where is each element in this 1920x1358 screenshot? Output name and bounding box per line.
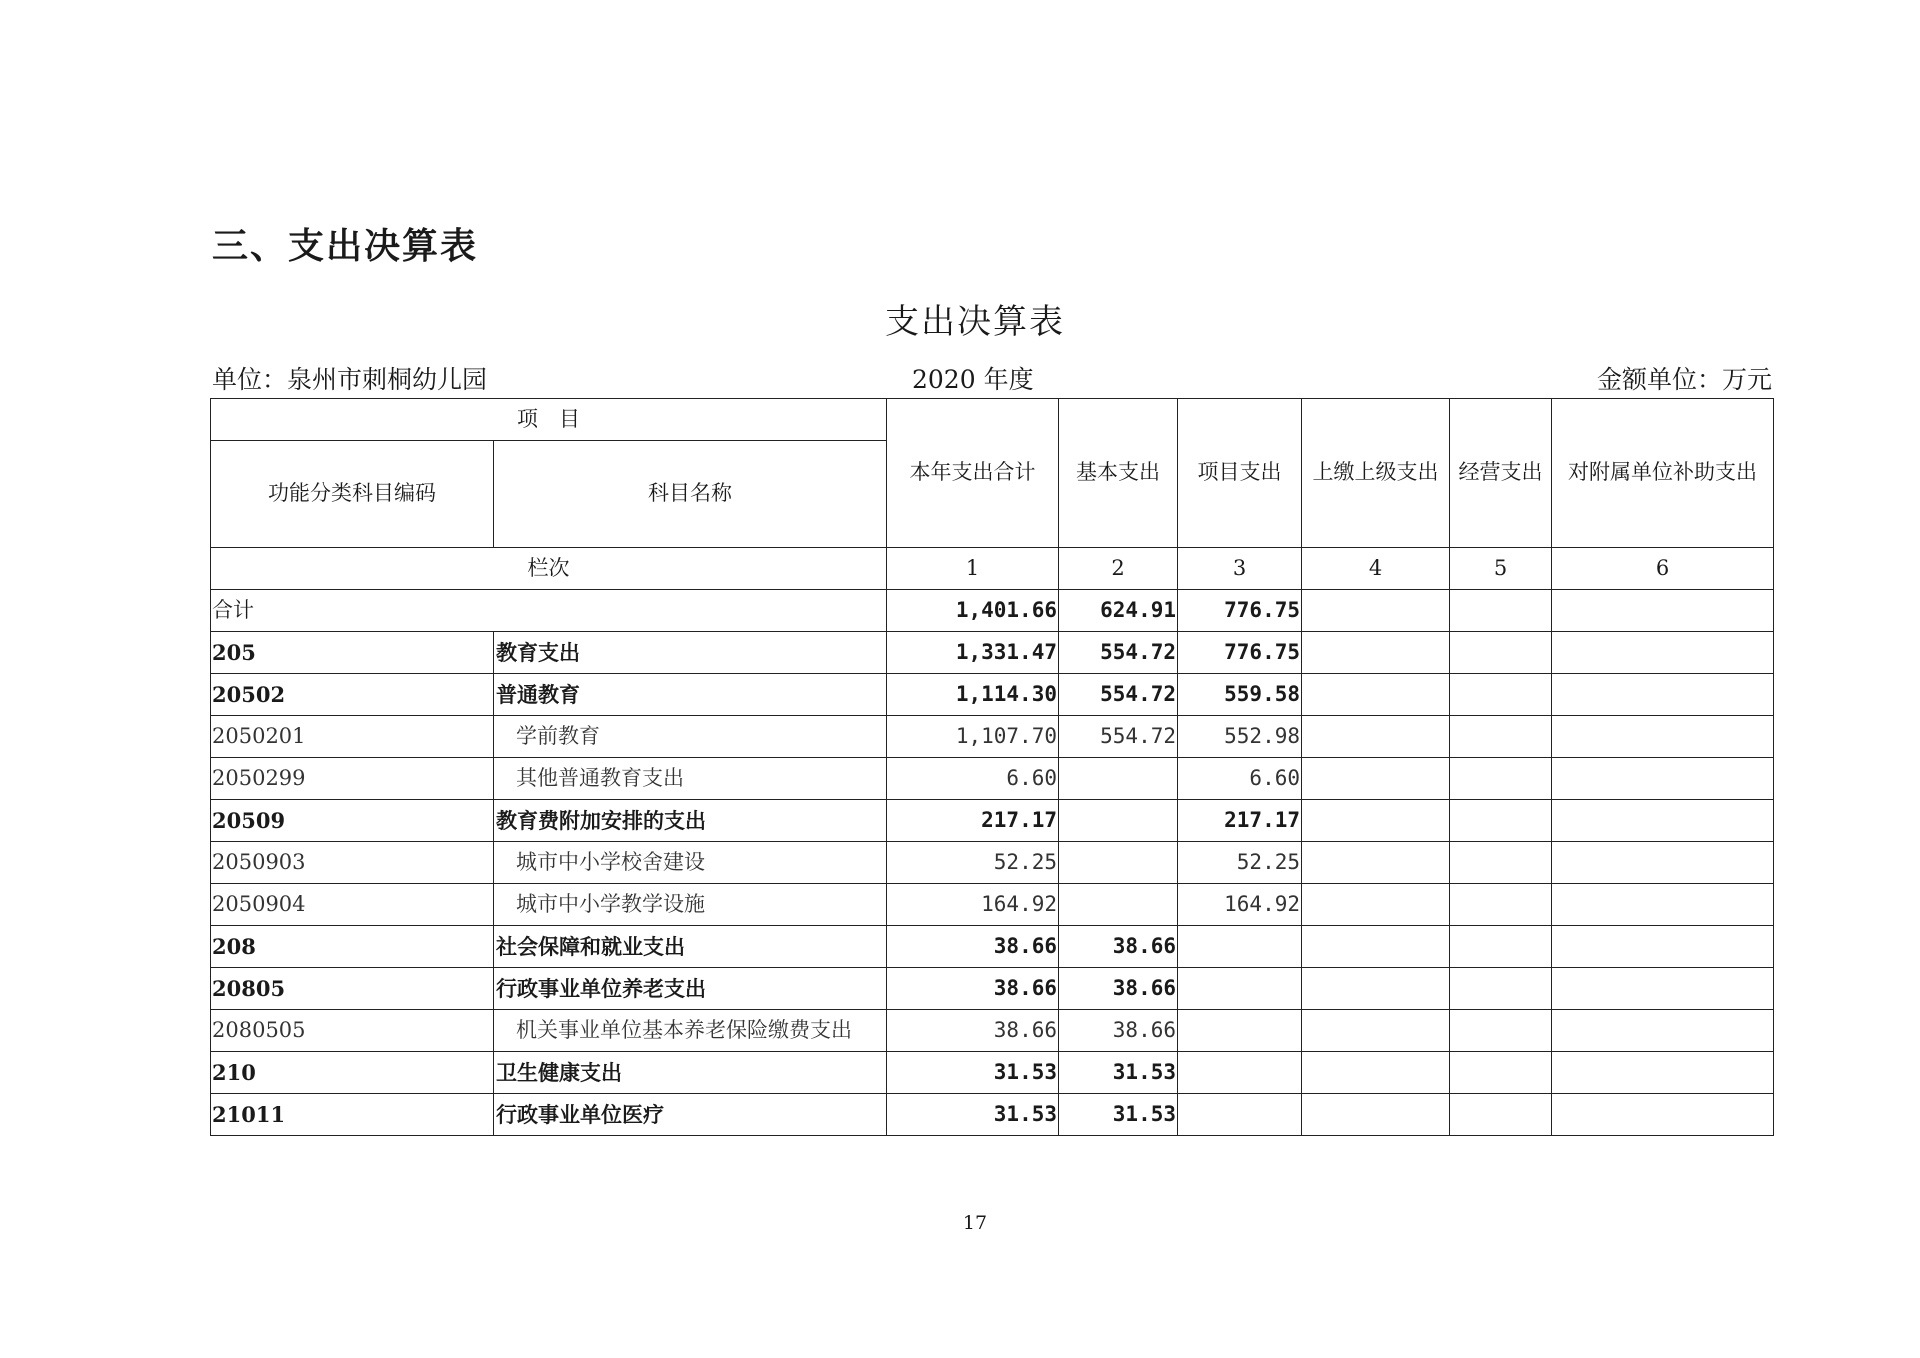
subject-code: 20509 — [211, 800, 494, 842]
table-row — [211, 716, 1774, 758]
amount-cell — [1450, 1094, 1552, 1136]
amount-cell: 6.60 — [1178, 758, 1302, 800]
amount-cell — [1450, 716, 1552, 758]
amount-cell — [1552, 800, 1774, 842]
subject-name: 其他普通教育支出 — [494, 758, 887, 800]
amount-cell — [1450, 632, 1552, 674]
subject-code: 2050299 — [211, 758, 494, 800]
amount-cell — [1552, 1094, 1774, 1136]
amount-cell — [1552, 632, 1774, 674]
amount-cell: 1,107.70 — [887, 716, 1059, 758]
amount-cell — [1059, 758, 1178, 800]
amount-cell — [1450, 842, 1552, 884]
section-title: 三、支出决算表 — [212, 226, 479, 267]
table-row — [211, 1094, 1774, 1136]
amount-cell — [1552, 758, 1774, 800]
subject-code: 20502 — [211, 674, 494, 716]
amount-cell — [1450, 758, 1552, 800]
table-row — [211, 758, 1774, 800]
subject-name: 机关事业单位基本养老保险缴费支出 — [494, 1010, 887, 1052]
subject-name: 行政事业单位养老支出 — [494, 968, 887, 1010]
amount-cell — [1302, 842, 1450, 884]
subject-name: 教育费附加安排的支出 — [494, 800, 887, 842]
amount-cell: 31.53 — [887, 1052, 1059, 1094]
col-num-5: 5 — [1450, 548, 1552, 590]
subject-code: 20805 — [211, 968, 494, 1010]
amount-cell: 1,114.30 — [887, 674, 1059, 716]
amount-cell: 1,331.47 — [887, 632, 1059, 674]
table-row — [211, 926, 1774, 968]
subject-name: 教育支出 — [494, 632, 887, 674]
amount-cell — [1302, 1052, 1450, 1094]
amount-cell: 38.66 — [1059, 926, 1178, 968]
amount-cell — [1450, 968, 1552, 1010]
amount-cell: 554.72 — [1059, 632, 1178, 674]
amount-cell: 38.66 — [1059, 1010, 1178, 1052]
amount-cell — [1450, 926, 1552, 968]
amount-cell — [1450, 800, 1552, 842]
col-num-4: 4 — [1302, 548, 1450, 590]
header-col-6: 对附属单位补助支出 — [1552, 399, 1774, 548]
amount-cell: 554.72 — [1059, 674, 1178, 716]
table-row — [211, 968, 1774, 1010]
amount-cell: 217.17 — [887, 800, 1059, 842]
header-col-1: 本年支出合计 — [887, 399, 1059, 548]
amount-cell — [1178, 926, 1302, 968]
amount-cell: 776.75 — [1178, 590, 1302, 632]
subject-code: 208 — [211, 926, 494, 968]
amount-cell — [1552, 1010, 1774, 1052]
amount-cell — [1302, 674, 1450, 716]
amount-cell: 31.53 — [1059, 1094, 1178, 1136]
amount-cell — [1552, 716, 1774, 758]
subject-name: 行政事业单位医疗 — [494, 1094, 887, 1136]
amount-cell — [1450, 590, 1552, 632]
amount-cell — [1450, 674, 1552, 716]
subject-code: 2050903 — [211, 842, 494, 884]
amount-cell — [1552, 842, 1774, 884]
subject-code: 2080505 — [211, 1010, 494, 1052]
subject-code: 210 — [211, 1052, 494, 1094]
year-label: 2020 年度 — [912, 365, 1034, 394]
amount-cell — [1450, 1052, 1552, 1094]
amount-cell: 164.92 — [887, 884, 1059, 926]
amount-cell: 38.66 — [887, 926, 1059, 968]
page-number: 17 — [962, 1212, 988, 1234]
header-col-5: 经营支出 — [1450, 399, 1552, 548]
table-row — [211, 1010, 1774, 1052]
total-label: 合计 — [211, 590, 887, 632]
table-row — [211, 590, 1774, 632]
amount-cell — [1450, 884, 1552, 926]
col-num-6: 6 — [1552, 548, 1774, 590]
header-col-2: 基本支出 — [1059, 399, 1178, 548]
amount-cell: 164.92 — [1178, 884, 1302, 926]
unit-label: 单位：泉州市刺桐幼儿园 — [212, 365, 488, 394]
amount-cell: 31.53 — [1059, 1052, 1178, 1094]
col-num-2: 2 — [1059, 548, 1178, 590]
amount-cell — [1552, 926, 1774, 968]
amount-cell — [1059, 800, 1178, 842]
amount-cell: 38.66 — [1059, 968, 1178, 1010]
amount-cell — [1302, 1010, 1450, 1052]
table-body — [211, 590, 1774, 1136]
amount-cell — [1059, 884, 1178, 926]
amount-cell — [1302, 632, 1450, 674]
amount-cell: 1,401.66 — [887, 590, 1059, 632]
amount-cell — [1059, 842, 1178, 884]
subject-code: 2050201 — [211, 716, 494, 758]
amount-cell — [1178, 1052, 1302, 1094]
amount-cell — [1302, 926, 1450, 968]
amount-cell — [1302, 1094, 1450, 1136]
amount-cell — [1552, 674, 1774, 716]
amount-cell — [1552, 590, 1774, 632]
subject-code: 205 — [211, 632, 494, 674]
table-row — [211, 1052, 1774, 1094]
subject-name: 卫生健康支出 — [494, 1052, 887, 1094]
amount-cell — [1302, 590, 1450, 632]
header-name: 科目名称 — [494, 441, 887, 548]
amount-cell: 552.98 — [1178, 716, 1302, 758]
header-code: 功能分类科目编码 — [211, 441, 494, 548]
amount-cell — [1302, 884, 1450, 926]
amount-cell — [1178, 968, 1302, 1010]
table-row — [211, 632, 1774, 674]
amount-cell — [1450, 1010, 1552, 1052]
amount-cell — [1302, 716, 1450, 758]
amount-cell: 52.25 — [1178, 842, 1302, 884]
table-row — [211, 674, 1774, 716]
amount-cell — [1552, 1052, 1774, 1094]
table-row — [211, 884, 1774, 926]
amount-cell: 38.66 — [887, 968, 1059, 1010]
amount-cell — [1178, 1010, 1302, 1052]
amount-cell — [1178, 1094, 1302, 1136]
amount-unit-label: 金额单位：万元 — [1596, 365, 1772, 394]
subject-name: 学前教育 — [494, 716, 887, 758]
amount-cell — [1302, 800, 1450, 842]
header-col-label: 栏次 — [211, 548, 887, 590]
subject-code: 21011 — [211, 1094, 494, 1136]
table-row — [211, 842, 1774, 884]
amount-cell — [1302, 758, 1450, 800]
amount-cell — [1552, 884, 1774, 926]
amount-cell: 31.53 — [887, 1094, 1059, 1136]
subject-name: 城市中小学教学设施 — [494, 884, 887, 926]
header-col-4: 上缴上级支出 — [1302, 399, 1450, 548]
subject-name: 社会保障和就业支出 — [494, 926, 887, 968]
header-col-3: 项目支出 — [1178, 399, 1302, 548]
expenditure-table — [210, 398, 1774, 1136]
amount-cell: 38.66 — [887, 1010, 1059, 1052]
table-title: 支出决算表 — [885, 302, 1065, 342]
subject-name: 普通教育 — [494, 674, 887, 716]
amount-cell: 6.60 — [887, 758, 1059, 800]
amount-cell: 559.58 — [1178, 674, 1302, 716]
header-item: 项 目 — [211, 399, 887, 441]
col-num-3: 3 — [1178, 548, 1302, 590]
amount-cell: 52.25 — [887, 842, 1059, 884]
amount-cell: 554.72 — [1059, 716, 1178, 758]
col-num-1: 1 — [887, 548, 1059, 590]
subject-name: 城市中小学校舍建设 — [494, 842, 887, 884]
table-row — [211, 800, 1774, 842]
subject-code: 2050904 — [211, 884, 494, 926]
amount-cell — [1302, 968, 1450, 1010]
amount-cell: 776.75 — [1178, 632, 1302, 674]
amount-cell — [1552, 968, 1774, 1010]
amount-cell: 217.17 — [1178, 800, 1302, 842]
amount-cell: 624.91 — [1059, 590, 1178, 632]
